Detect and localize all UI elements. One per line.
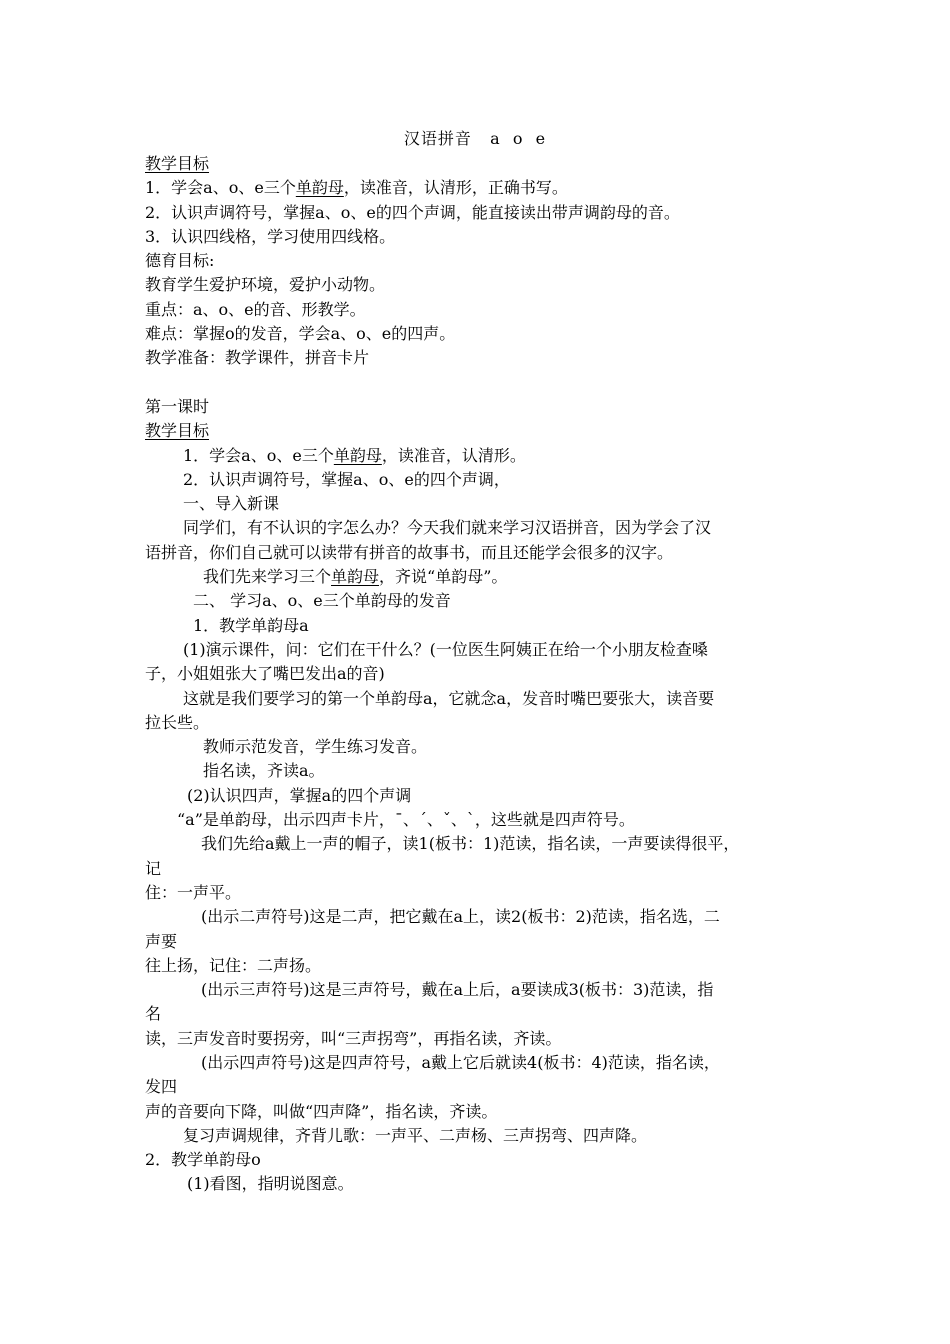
tone-3-line: 名 <box>145 1004 162 1024</box>
paragraph-line: 拉长些。 <box>145 712 210 732</box>
goal-item-1: 1．学会a、o、e三个单韵母，读准音，认清形，正确书写。 <box>145 178 568 198</box>
key-point: 重点：a、o、e的音、形教学。 <box>145 299 366 319</box>
goal-item-2: 2．认识声调符号，掌握a、o、e的四个声调，能直接读出带声调韵母的音。 <box>145 202 680 222</box>
lesson-goal-2: 2．认识声调符号，掌握a、o、e的四个声调， <box>183 469 510 489</box>
intro-paragraph-line: 语拼音，你们自己就可以读带有拼音的故事书，而且还能学会很多的汉字。 <box>145 542 674 562</box>
teaching-prep: 教学准备：教学课件，拼音卡片 <box>145 348 370 368</box>
lesson-goals-heading: 教学目标 <box>145 421 210 441</box>
underlined-term: 单韵母 <box>295 178 344 198</box>
lesson-heading: 第一课时 <box>145 396 210 416</box>
tone-2-line: 往上扬，记住：二声扬。 <box>145 955 322 975</box>
tone-1-line: 住：一声平。 <box>145 882 242 902</box>
paragraph-line: (1)看图，指明说图意。 <box>187 1174 354 1194</box>
goals-heading: 教学目标 <box>145 154 210 173</box>
tone-4-line: 声的音要向下降，叫做“四声降”，指名读，齐读。 <box>145 1101 498 1121</box>
subsection-o-heading: 2．教学单韵母o <box>145 1150 261 1170</box>
section-2-heading: 二、 学习a、o、e三个单韵母的发音 <box>193 591 451 611</box>
underlined-term: 单韵母 <box>331 567 380 587</box>
tone-review: 复习声调规律，齐背儿歌：一声平、二声杨、三声拐弯、四声降。 <box>183 1125 648 1145</box>
subsection-a-heading: 1．教学单韵母a <box>193 615 309 635</box>
tone-1-line: 记 <box>145 858 162 878</box>
moral-goals-heading: 德育目标: <box>145 251 215 271</box>
section-intro-heading: 一、导入新课 <box>183 494 280 514</box>
tone-2-line: 声要 <box>145 931 178 951</box>
paragraph-line: (1)演示课件，问：它们在干什么？(一位医生阿姨正在给一个小朋友检查嗓 <box>183 639 708 659</box>
tone-4-line: (出示四声符号)这是四声符号，a戴上它后就读4(板书：4)范读，指名读， <box>201 1052 720 1072</box>
tone-4-line: 发四 <box>145 1077 178 1097</box>
difficulty: 难点：掌握o的发音，学会a、o、e的四声。 <box>145 324 456 344</box>
tone-1-line: 我们先给a戴上一声的帽子，读1(板书：1)范读，指名读，一声要读得很平， <box>201 834 740 854</box>
tone-heading: (2)认识四声，掌握a的四个声调 <box>187 785 412 805</box>
tone-2-line: (出示二声符号)这是二声，把它戴在a上，读2(板书：2)范读，指名选，二 <box>201 907 720 927</box>
paragraph-line: 这就是我们要学习的第一个单韵母a，它就念a，发音时嘴巴要张大，读音要 <box>183 688 715 708</box>
blank-line <box>145 371 825 395</box>
intro-paragraph-line: 我们先来学习三个单韵母，齐说“单韵母”。 <box>203 567 508 587</box>
document-title: 汉语拼音 a o e <box>403 129 547 148</box>
tone-3-line: (出示三声符号)这是三声符号，戴在a上后，a要读成3(板书：3)范读，指 <box>201 980 714 1000</box>
paragraph-line: 子，小姐姐张大了嘴巴发出a的音) <box>145 664 385 684</box>
document-body <box>145 152 825 1197</box>
lesson-goal-1: 1．学会a、o、e三个单韵母，读准音，认清形。 <box>183 445 526 465</box>
moral-goals-text: 教育学生爱护环境，爱护小动物。 <box>145 275 386 295</box>
tone-3-line: 读，三声发音时要拐旁，叫“三声拐弯”，再指名读，齐读。 <box>145 1028 562 1048</box>
goal-item-3: 3．认识四线格，学习使用四线格。 <box>145 226 396 246</box>
underlined-term: 单韵母 <box>333 445 382 465</box>
tone-intro: “a”是单韵母，出示四声卡片，ˉ、ˊ、ˇ、ˋ，这些就是四声符号。 <box>177 810 635 830</box>
paragraph-line: 指名读，齐读a。 <box>203 761 325 781</box>
intro-paragraph-line: 同学们，有不认识的字怎么办？今天我们就来学习汉语拼音，因为学会了汉 <box>183 518 712 538</box>
paragraph-line: 教师示范发音，学生练习发音。 <box>203 737 428 757</box>
